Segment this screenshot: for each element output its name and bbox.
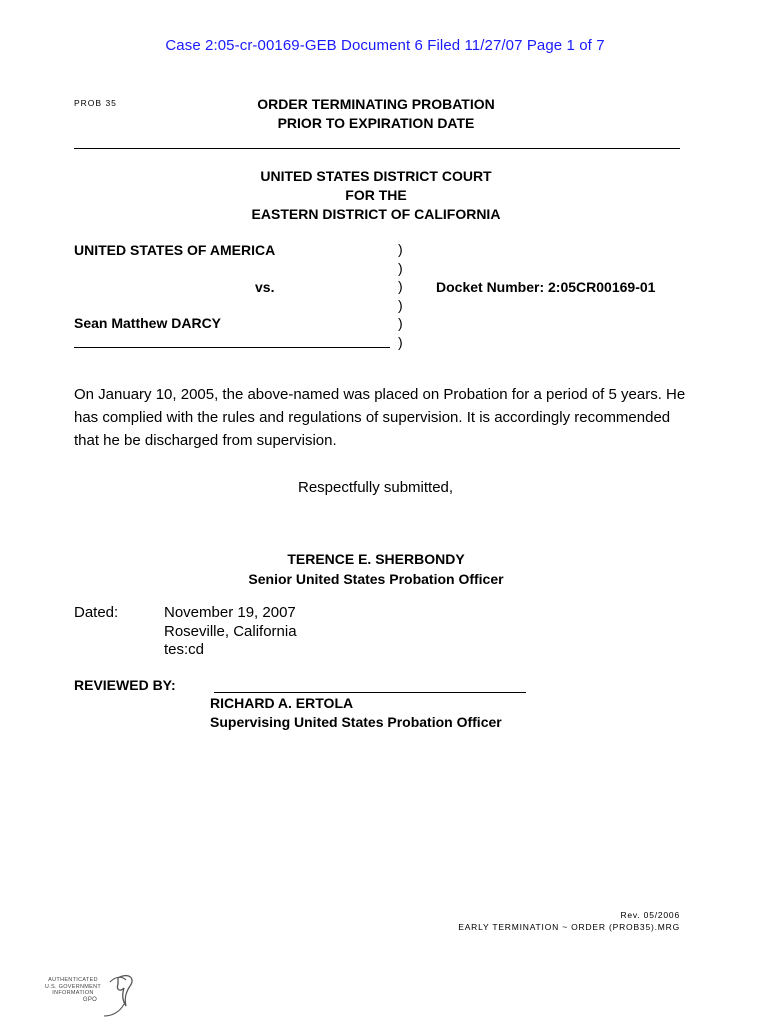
seal-line-3: INFORMATION xyxy=(52,990,94,997)
caption-parentheses xyxy=(398,240,403,351)
seal-line-2: U.S. GOVERNMENT xyxy=(44,983,102,990)
court-heading xyxy=(200,167,552,224)
court-line-2: FOR THE xyxy=(345,187,407,203)
dated-details xyxy=(164,604,297,660)
dated-label: Dated: xyxy=(74,604,119,621)
footer-revision: Rev. 05/2006 xyxy=(620,910,680,920)
order-title xyxy=(200,95,552,133)
caption-signature-line xyxy=(74,347,390,348)
order-title-line-2: PRIOR TO EXPIRATION DATE xyxy=(277,115,475,131)
form-code: PROB 35 xyxy=(74,98,117,108)
order-title-line-1: ORDER TERMINATING PROBATION xyxy=(257,96,495,112)
officer-signature-block xyxy=(200,549,552,589)
paren-6: ) xyxy=(398,333,403,350)
dated-initials: tes:cd xyxy=(164,641,205,658)
officer-title: Senior United States Probation Officer xyxy=(248,571,504,587)
dated-date: November 19, 2007 xyxy=(164,604,296,621)
dated-location: Roseville, California xyxy=(164,622,297,640)
reviewer-name: RICHARD A. ERTOLA xyxy=(210,695,354,711)
footer-form-name: EARLY TERMINATION ~ ORDER (PROB35).MRG xyxy=(458,922,680,932)
defendant-name: Sean Matthew DARCY xyxy=(74,315,222,331)
paren-5: ) xyxy=(398,315,403,331)
reviewer-signature-line xyxy=(214,692,526,693)
court-line-3: EASTERN DISTRICT OF CALIFORNIA xyxy=(251,206,501,222)
title-divider xyxy=(74,148,680,149)
versus-label: vs. xyxy=(255,279,275,295)
reviewer-block xyxy=(210,694,502,732)
case-header-stamp: Case 2:05-cr-00169-GEB Document 6 Filed 11/27/07 Page 1 of 7 xyxy=(165,37,605,54)
reviewer-title: Supervising United States Probation Officer xyxy=(210,714,502,730)
body-paragraph xyxy=(74,383,694,452)
body-line-3: that he be discharged from supervision. xyxy=(74,432,337,449)
seal-line-1: AUTHENTICATED xyxy=(48,977,98,983)
gpo-authentication-seal xyxy=(36,968,136,1020)
form-footer xyxy=(380,909,680,933)
reviewed-by-label: REVIEWED BY: xyxy=(74,677,176,693)
paren-4: ) xyxy=(398,296,403,313)
officer-name: TERENCE E. SHERBONDY xyxy=(287,551,465,567)
paren-3: ) xyxy=(398,278,403,294)
plaintiff-name: UNITED STATES OF AMERICA xyxy=(74,242,276,258)
seal-line-4: GPO xyxy=(82,996,98,1003)
body-line-1: On January 10, 2005, the above-named was placed on Probation for a period of 5 years. He xyxy=(74,386,686,403)
paren-2: ) xyxy=(398,259,403,276)
court-line-1: UNITED STATES DISTRICT COURT xyxy=(260,168,492,184)
docket-number: Docket Number: 2:05CR00169-01 xyxy=(436,279,656,295)
body-line-2: has complied with the rules and regulations of supervision. It is accordingly recommended xyxy=(74,409,671,426)
paren-1: ) xyxy=(398,241,403,257)
closing-phrase: Respectfully submitted, xyxy=(298,479,454,496)
